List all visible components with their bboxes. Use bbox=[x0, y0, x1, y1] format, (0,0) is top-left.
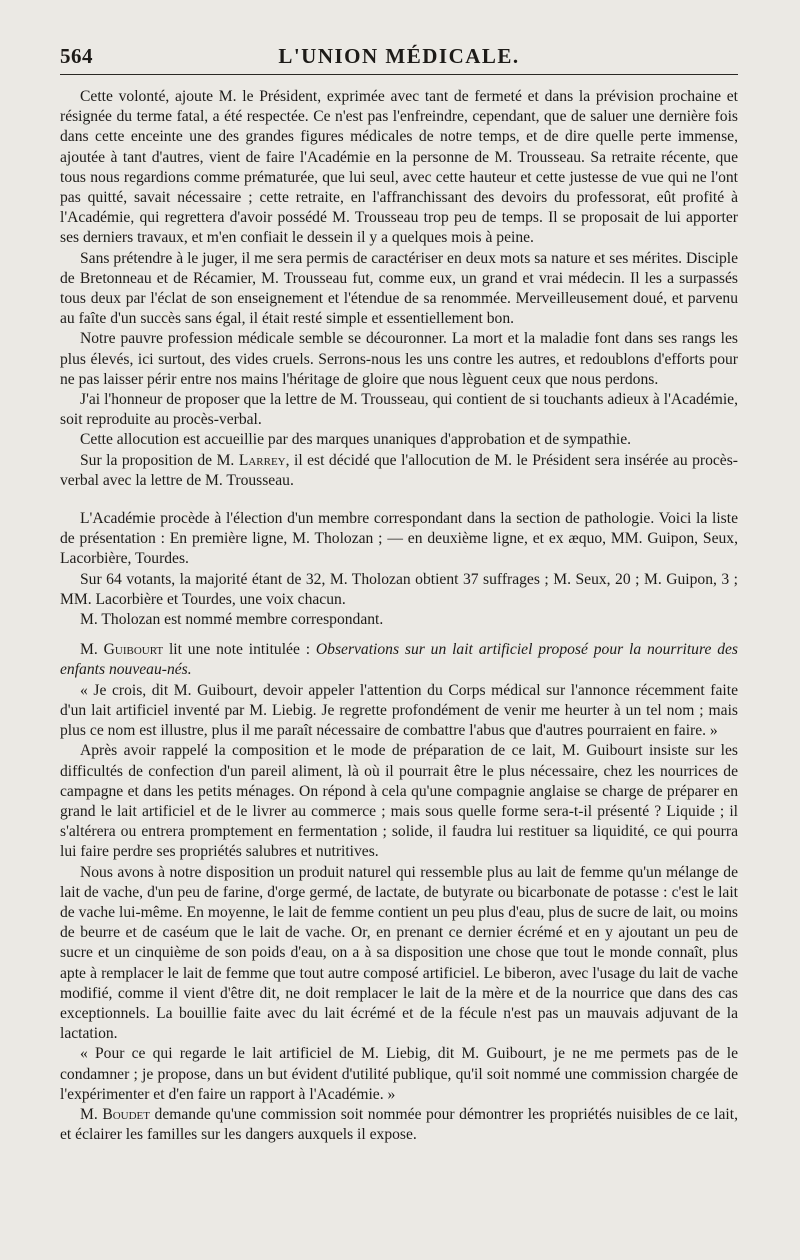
text-run: lit une note intitulée : bbox=[163, 641, 316, 659]
page-number: 564 bbox=[60, 44, 93, 68]
speaker-name: Boudet bbox=[102, 1105, 150, 1123]
paragraph-votes: Sur 64 votants, la majorité étant de 32, M. Tholozan obtient 37 suffrages ; M. Seux, 20 ; M. Guipon, 3 ; MM. Lacorbière et Tourdes, une voix chacun. bbox=[60, 570, 738, 608]
paragraph-nomination: M. Tholozan est nommé membre correspondant. bbox=[80, 611, 384, 629]
article-body bbox=[60, 87, 738, 1145]
text-run: M. bbox=[80, 1105, 103, 1123]
paragraph-trousseau-merits: Sans prétendre à le juger, il me sera permis de caractériser en deux mots sa nature et ses mérites. Disciple de Bretonneau et de Récamier, M. Trousseau fut, comme eux, un grand et vrai médecin. Il les a surpassés tous deux par l'éclat de son enseignement et l'étendue de sa renommée. Merveilleusement doué, et parvenu au faîte d'un succès sans égal, il était resté simple et essentiellement bon. bbox=[60, 249, 738, 328]
paragraph-larrey bbox=[60, 451, 738, 491]
speaker-name: Guibourt bbox=[103, 641, 164, 659]
section-spacer bbox=[60, 630, 738, 640]
running-header bbox=[60, 40, 738, 75]
paragraph-boudet bbox=[60, 1105, 738, 1145]
text-run: demande qu'une commission soit nommée pour démontrer les propriétés nuisibles de ce lait, et éclairer les familles sur les dangers auxquels il expose. bbox=[60, 1105, 738, 1144]
paragraph-proposal: J'ai l'honneur de proposer que la lettre de M. Trousseau, qui contient de si touchants adieux à l'Académie, soit reproduite au procès-verbal. bbox=[60, 391, 738, 429]
paragraph-natural-product: Nous avons à notre disposition un produit naturel qui ressemble plus au lait de femme qu'un mélange de lait de vache, d'un peu de farine, d'orge germé, de lactate, de butyrate ou bicarbonate de potasse : c'est le lait de vache lui-même. En moyenne, le lait de femme contient un peu plus d'eau, plus de sucre de lait, ou moins de beurre et de caséum que le lait de vache. Or, en prenant ce dernier écrémé et en y ajoutant un peu de sucre et un cinquième de son poids d'eau, on a à sa disposition une chose que tout le monde connaît, plus apte à remplacer le lait de femme que tout autre composé artificiel. Le biberon, avec l'usage du lait de vache modifié, comme il vient d'être dit, ne doit remplacer le lait de la mère et de la nourrice que dans des cas exceptionnels. La bouillie faite avec du lait écrémé et de la fécule n'est pas un mauvais adjuvant de la lactation. bbox=[60, 863, 738, 1043]
section-spacer bbox=[60, 491, 738, 509]
paragraph-guibourt-note bbox=[60, 640, 738, 680]
journal-title: L'UNION MÉDICALE. bbox=[278, 44, 520, 68]
note-title: Observations sur un lait artificiel proposé pour la nourriture des enfants nouveau-nés. bbox=[60, 641, 738, 679]
paragraph-preparation: Après avoir rappelé la composition et le mode de préparation de ce lait, M. Guibourt insiste sur les difficultés de confection d'un pareil aliment, là où il pourrait être le plus nécessaire, chez les nourrices de campagne et dans les petits ménages. On répond à cela qu'une compagnie anglaise se charge de préparer en grand le lait artificiel et de le livrer au commerce ; mais sous quelle forme sera-t-il présenté ? Liquide ; il s'altérera ou entrera promptement en fermentation ; solide, il faudra lui restituer sa liquidité, ce qui pourra lui faire perdre ses propriétés salubres et nutritives. bbox=[60, 742, 738, 861]
paragraph-president-speech: Cette volonté, ajoute M. le Président, exprimée avec tant de fermeté et dans la prévision prochaine et résignée du terme fatal, a été respectée. Ce n'est pas l'enfreindre, cependant, que de saluer une dernière fois dans cette enceinte une des grandes figures médicales de notre temps, et de dire quelle perte immense, ajoutée à tant d'autres, vient de faire l'Académie en la personne de M. Trousseau. Sa retraite récente, que tous nous regardions comme prématurée, que lui seul, avec cette hauteur et cette justesse de vue qui ne l'ont pas quitté, savait nécessaire ; cette retraite, en l'affranchissant des devoirs du professorat, eût profité à l'Académie, qui regrettera d'avoir possédé M. Trousseau trop peu de temps. Il se proposait de lui apporter ses derniers travaux, et m'en confiait le dessein il y a quelques mois à peine. bbox=[60, 88, 738, 247]
paragraph-election: L'Académie procède à l'élection d'un membre correspondant dans la section de pathologie. Voici la liste de présentation : En première ligne, M. Tholozan ; — en deuxième ligne, et ex æquo, MM. Guipon, Seux, Lacorbière, Tourdes. bbox=[60, 510, 738, 568]
paragraph-commission-proposal: « Pour ce qui regarde le lait artificiel de M. Liebig, dit M. Guibourt, je ne me permets pas de le condamner ; je propose, dans un but évident d'utilité publique, qu'il soit nommé une commission chargée de l'expérimenter et d'en faire un rapport à l'Académie. » bbox=[60, 1045, 738, 1103]
paragraph-guibourt-quote: « Je crois, dit M. Guibourt, devoir appeler l'attention du Corps médical sur l'annonce récemment faite d'un lait artificiel inventé par M. Liebig. Je regrette profondément de venir me heurter à un tel nom ; mais plus ce nom est illustre, plus il me paraît nécessaire de combattre l'abus que d'autres pourraient en faire. » bbox=[60, 681, 738, 740]
text-run: , il est décidé que l'allocution de M. le Président sera insérée au procès-verbal avec la lettre de M. Trousseau. bbox=[60, 451, 738, 489]
text-run: Sur la proposition de M. bbox=[80, 451, 239, 469]
paragraph-profession: Notre pauvre profession médicale semble se découronner. La mort et la maladie font dans ses rangs les plus élevés, ici surtout, des vides cruels. Serrons-nous les uns contre les autres, et redoublons d'efforts pour ne pas laisser périr entre nos mains l'héritage de gloire que nous lèguent ceux que nous perdons. bbox=[60, 330, 738, 388]
text-run: M. bbox=[80, 641, 104, 659]
paragraph-allocution: Cette allocution est accueillie par des marques unaniques d'approbation et de sympathie. bbox=[80, 431, 632, 449]
speaker-name: Larrey bbox=[238, 451, 286, 469]
